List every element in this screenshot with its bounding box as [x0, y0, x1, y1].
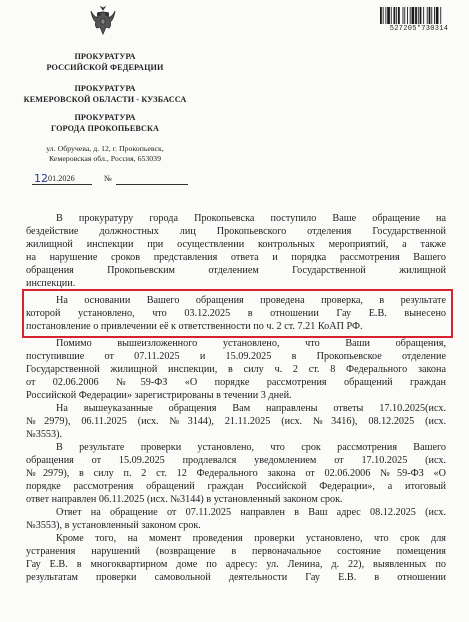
org-line: ПРОКУРАТУРА	[74, 113, 136, 122]
org-address	[20, 144, 190, 164]
text-line: В прокуратуру города Прокопьевска поступило Ваше обращение на	[56, 213, 446, 224]
letter-body	[26, 212, 446, 584]
text-line: результатам проверки самовольной деятельности Гау Е.В. в отношении	[26, 572, 446, 583]
text-line: №3553).	[26, 429, 63, 440]
text-line: Гау Е.В. в многоквартирном доме по адресу: ул. Ленина, д. 22), выявленных по	[26, 559, 446, 570]
text-line: ответ направлен 06.11.2025 (исх. №3144) в установленный законом срок.	[26, 494, 343, 505]
text-line: от 02.06.2006 №59-ФЗ «О порядке рассмотрения обращений граждан	[26, 377, 446, 388]
text-line: Российской Федерации» зарегистрированы в течении 3 дней.	[26, 390, 292, 401]
org-block-russia	[20, 52, 190, 73]
text-line: №2979), 06.11.2025 (исх. №3144), 21.11.2025 (исх. №3416), 08.12.2025 (исх.	[26, 416, 446, 427]
paragraph-additional	[26, 532, 446, 584]
org-line: РОССИЙСКОЙ ФЕДЕРАЦИИ	[46, 62, 164, 72]
text-line: обращения от 15.09.2025 продлевался уведомлением от 17.10.2025 (исх.	[26, 455, 446, 466]
text-line: на нарушение сроков представления ответа и порядка рассмотрения Вашего	[26, 252, 446, 263]
text-line: устранения нарушений (возвращение в первоначальное состояние помещения	[26, 546, 446, 557]
text-line: постановление о привлечении её к ответственности по ч. 2 ст. 7.21 КоАП РФ.	[26, 321, 363, 332]
text-line: инспекции.	[26, 278, 76, 289]
barcode-number: 527205*730314	[389, 25, 449, 33]
text-line: бездействие должностных лиц Прокопьевского отделения Государственной	[26, 226, 446, 237]
paragraph-complaint	[26, 212, 446, 290]
org-line: ГОРОДА ПРОКОПЬЕВСКА	[50, 123, 160, 133]
handwritten-date-day: 12	[34, 172, 48, 185]
text-line: поступившие от 07.11.2025 и 15.09.2025 в Прокопьевское отделение	[26, 351, 446, 362]
paragraph-responses	[26, 402, 446, 441]
text-line: №2979), в силу п. 2 ст. 12 Федерального закона от 02.06.2006 №59-ФЗ «О	[26, 468, 446, 479]
text-line: обращения Прокопьевским отделением Государственной жилищной	[26, 265, 446, 276]
text-line: Кроме того, на момент проведения проверки установлено, что срок для	[56, 533, 446, 544]
text-line: В результате проверки установлено, что срок рассмотрения Вашего	[56, 442, 446, 453]
date-value: .01.2026	[46, 174, 75, 183]
number-sign: №	[104, 174, 112, 183]
address-line: Кемеровская обл., Россия, 653039	[49, 154, 161, 163]
text-line: На основании Вашего обращения проведена проверка, в результате	[56, 295, 446, 306]
text-line: №3553), в установленный законом срок.	[26, 520, 201, 531]
paragraph-review-result	[26, 441, 446, 506]
text-line: порядке рассмотрения обращений граждан Российской Федерации», а итоговый	[26, 481, 446, 492]
barcode-icon	[380, 7, 456, 24]
org-block-prokopyevsk	[20, 113, 190, 134]
paragraph-answer-sent	[26, 506, 446, 532]
org-block-kemerovo	[20, 84, 190, 105]
org-line: ПРОКУРАТУРА	[74, 84, 136, 93]
org-line: КЕМЕРОВСКОЙ ОБЛАСТИ - КУЗБАССА	[23, 94, 187, 104]
text-line: На вышеуказанные обращения Вам направлены ответы 17.10.2025(исх.	[56, 403, 446, 414]
paragraph-registration	[26, 337, 446, 402]
paragraph-highlighted-finding	[26, 294, 446, 333]
date-number-line	[30, 173, 200, 185]
text-line: которой установлено, что 03.12.2025 в отношении Гау Е.В. вынесено	[26, 308, 446, 319]
double-headed-eagle-emblem-icon	[90, 6, 116, 36]
date-underline	[32, 184, 92, 185]
text-line: Помимо вышеизложенного установлено, что Ваши обращения,	[56, 338, 446, 349]
text-line: Государственной жилищной инспекции, в силу ч. 2 ст. 8 Федерального закона	[26, 364, 446, 375]
org-line: ПРОКУРАТУРА	[74, 52, 136, 61]
text-line: жилищной инспекции при осуществлении контрольных мероприятий, а также	[26, 239, 446, 250]
address-line: ул. Обручева, д. 12, г. Прокопьевск,	[46, 144, 164, 153]
text-line: Ответ на обращение от 07.11.2025 направлен в Ваш адрес 08.12.2025 (исх.	[56, 507, 446, 518]
number-underline	[116, 184, 188, 185]
